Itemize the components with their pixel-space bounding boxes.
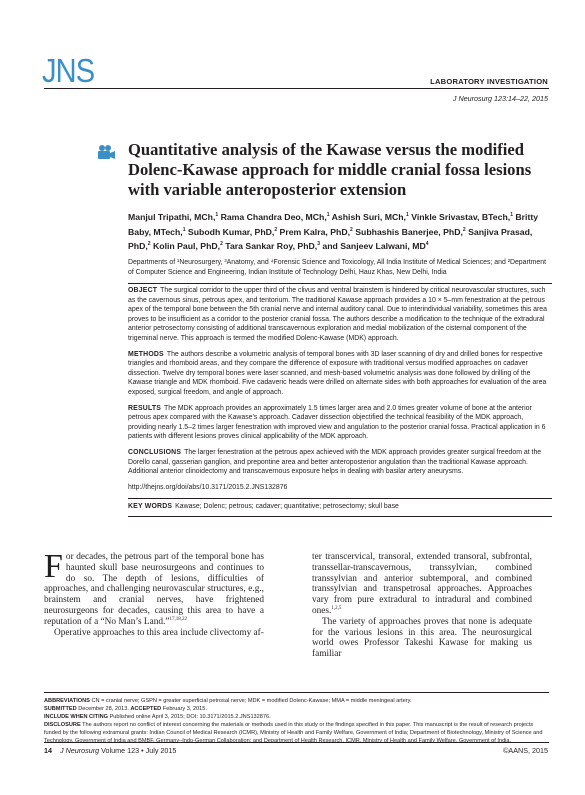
journal-citation: J Neurosurg 123:14–22, 2015 [452,94,548,103]
abstract-conclusions: CONCLUSIONS The larger fenestration at the petrous apex achieved with the MDK approach provides greater surgical freedom at the Dorello canal, gasserian ganglion, and prepontine area and better anteroposterior angulation than the traditional Kawase approach. Additional anterior clinoidectomy and transcavernous exposure helps in dealing with basilar artery aneurysms. [128,448,542,476]
author-name: Manjul Tripathi, MCh,$^1$ [128,212,219,222]
keywords: KEY WORDS Kawase; Dolenc; petrous; cadaver; quantitative; petrosectomy; skull base [128,503,399,511]
abstract-bottom-rule [128,516,552,517]
author-list [128,210,548,254]
video-camera-icon[interactable] [97,144,115,160]
abstract-objective: OBJECT The surgical corridor to the upper third of the clivus and ventral brainstem is hindered by critical neurovascular structures, such as the cavernous sinus, petrous apex, and tentorium. The traditional Kawase approach provides a 10 × 5–mm fenestration at the petrous apex of the temporal bone between the 5th cranial nerve and internal auditory canal. Due to interindividual variability, sometimes this area proves to be insufficient as a corridor to the posterior cranial fossa. The authors describe a modification to the technique of the extradural anterior petrosectomy consisting of additional transcavernous exploration and medial mobilization of the cisternal component of the trigeminal nerve. This approach is termed the modified Dolenc-Kawase (MDK) approach. [128,287,547,342]
footer-journal: J Neurosurg Volume 123 • July 2015 [60,746,177,755]
author-name: Ashish Suri, MCh,$^1$ [331,212,409,222]
doi-link[interactable]: http://thejns.org/doi/abs/10.3171/2015.2.JNS132876 [128,483,288,491]
abstract-results: RESULTS The MDK approach provides an approximately 1.5 times larger area and 2.0 times greater volume of bone at the anterior petrous apex compared with the Kawase’s approach. Cadaver dissection objectified the technical feasibility of the MDK approach, providing nearly 1.5–2 times larger fenestration with improved view and angulation to the posterior cranial fossa. Practical application in 6 patients with different lesions proves clinical applicability of the MDK approach. [128,404,546,441]
body-paragraph: The variety of approaches proves that none is adequate for the various lesions in this area. The neurosurgical world owes Professor Takeshi Kawase for making us familiar [312,616,532,660]
article-title: Quantitative analysis of the Kawase versus the modified Dolenc-Kawase approach for middle cranial fossa lesions with variable anteroposterior extension [128,140,532,199]
affiliations: Departments of ¹Neurosurgery, ³Anatomy, and ⁴Forensic Science and Toxicology, All India Institute of Medical Sciences; and ²Department of Computer Science and Engineering, Indian Institute of Technology Delhi, Hauz Khas, New Delhi, India [128,259,547,276]
drop-cap: F [44,548,63,585]
footer-rule [44,742,549,743]
footnote-disclosure: DISCLOSURE The authors report no conflict of interest concerning the materials or methods used in this study or the findings specified in this paper. This manuscript is the result of research projects funded by the following extramural grants: Indian Council of Medical Research (ICMR), Ministry of Health and Family Welfare, Government of India; Department of Biotechnology, Ministry of Science and Technology, Government of India and BMBF, Germany–Indo-German Collaboration; and Department of Health Research, ICMR, Ministry of Health and Family Welfare, Government of India. [44,721,543,744]
author-name: Rama Chandra Deo, MCh,$^1$ [220,212,330,222]
body-column-2 [312,552,532,660]
author-name: Vinkle Srivastav, BTech,$^1$ [411,212,513,222]
abstract [128,286,552,517]
header-rule [44,88,549,89]
body-column-1 [44,548,264,638]
author-name: Kolin Paul, PhD,$^2$ [153,241,223,251]
author-name: and Sanjeev Lalwani, $MD^4$ [322,241,429,251]
body-paragraph: Operative approaches to this area include clivectomy af- [54,627,264,638]
footnote-abbreviations: ABBREVIATIONS CN = cranial nerve; GSPN = greater superficial petrosal nerve; MDK = modified Dolenc-Kawase; MMA = middle meningeal artery. [44,698,412,704]
page-number: 14 [44,746,52,755]
author-name: Subodh Kumar, PhD,$^2$ [187,226,278,237]
footnote-rule [44,692,549,693]
author-name: Subhashis Banerjee, PhD,$^2$ [355,226,466,237]
author-name: Prem Kalra, PhD,$^2$ [279,226,353,237]
journal-logo: JNS [42,52,95,89]
abstract-top-rule [128,283,552,284]
author-name: Britty Baby, MTech,$^1$ [128,212,539,237]
footnote-citing: INCLUDE WHEN CITING Published online April 3, 2015; DOI: 10.3171/2015.2.JNS132876. [44,713,271,720]
author-name: Tara Sankar Roy, PhD,$^3$ [225,241,320,251]
body-paragraph: ter transcervical, transoral, extended transoral, subfrontal, transsellar-transcavernous, transsylvian, combined transsylvian and anterior subtemporal, and combined transsylvian and transpetrosal approaches. Approaches vary from pure extradural to intradural and combined ones.$^{1,2,5}$ [312,552,532,616]
intro-paragraph: For decades, the petrous part of the temporal bone has haunted skull base neurosurgeons and continues to do so. The depth of lesions, difficulties of approaches, and challenging neurovascular structures, e.g., brainstem and cranial nerves, have frightened neurosurgeons for decades, causing this area to have a reputation of a “No Man’s Land.”$^{17,18,22}$ [44,548,264,627]
abstract-methods: METHODS The authors describe a volumetric analysis of temporal bones with 3D laser scanning of dry and drilled bones for respective triangles and rhomboid areas, and they compare the difference of exposure with traditional versus modified approaches on cadaver dissection. Twelve dry temporal bones were laser scanned, and mesh-based volumetric analysis was done followed by drilling of the Kawase triangle and MDK rhomboid. Five cadaveric heads were drilled on alternate sides with both approaches for evaluation of the area exposed, surgical freedom, and angle of approach. [128,350,547,396]
section-label: LABORATORY INVESTIGATION [430,77,548,86]
copyright: ©AANS, 2015 [503,746,548,755]
footnote-dates: SUBMITTED December 28, 2013. ACCEPTED February 3, 2015. [44,705,207,712]
author-name: Sanjiva Prasad, PhD,$^2$ [128,226,533,251]
keywords-rule [128,498,552,499]
footnotes [44,698,549,745]
